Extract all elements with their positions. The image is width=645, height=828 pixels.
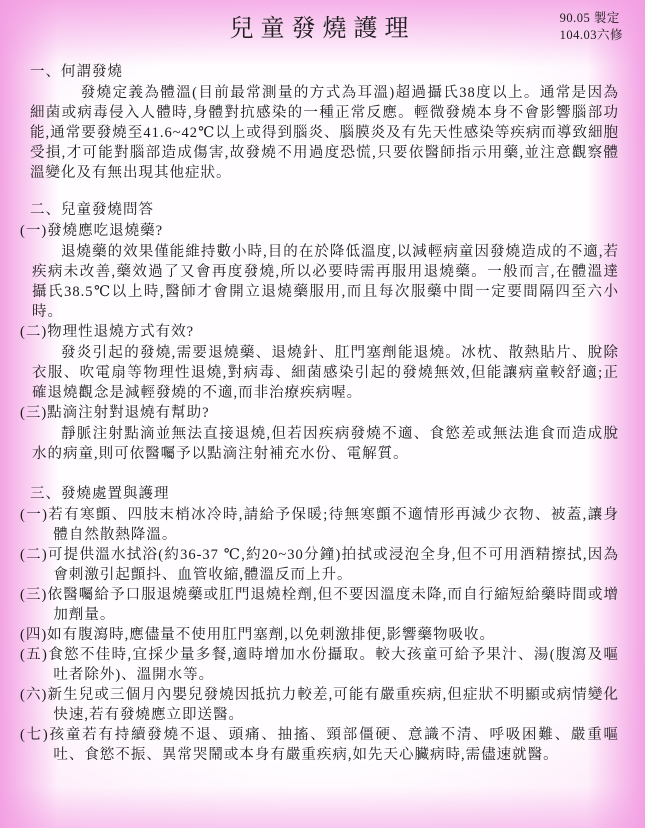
care-item-small-frequent-meals: (五)食慾不佳時,宜採少量多餐,適時增加水份攝取。較大孩童可給予果汁、湯(腹瀉及嘔吐者除外)、溫開水等。	[20, 647, 619, 683]
qa-block-physical-cooling	[20, 322, 619, 403]
qa-block-iv-drip	[20, 403, 619, 464]
page-header	[0, 0, 645, 60]
care-item-keep-warm: (一)若有寒顫、四肢末梢冰冷時,請給予保暖;待無寒顫不適情形再減少衣物、被蓋,讓身體自然散熱降溫。	[20, 507, 619, 543]
section-what-is-fever	[30, 62, 619, 183]
revision-info	[560, 10, 623, 44]
page-title: 兒童發燒護理	[229, 16, 416, 42]
fever-definition-paragraph: 發燒定義為體溫(目前最常測量的方式為耳溫)超過攝氏38度以上。通常是因為細菌或病毒侵入人體時,身體對抗感染的一種正常反應。輕微發燒本身不會影響腦部功能,通常要發燒至41.6~42℃以上或得到腦炎、腦膜炎及有先天性感染等疾病而導致細胞受損,才可能對腦部造成傷害,故發燒不用過度恐慌,只要依醫師指示用藥,並注意觀察體溫變化及有無出現其他症狀。	[30, 85, 619, 181]
qa-answer: 靜脈注射點滴並無法直接退燒,但若因疾病發燒不適、食慾差或無法進食而造成脫水的病童,則可依醫囑予以點滴注射補充水份、電解質。	[32, 426, 619, 462]
care-item-newborn-see-doctor: (六)新生兒或三個月內嬰兒發燒因抵抗力較差,可能有嚴重疾病,但症狀不明顯或病情變化快速,若有發燒應立即送醫。	[20, 687, 619, 723]
revision-created: 90.05 製定	[559, 11, 620, 25]
qa-block-antipyretic-medicine	[20, 221, 619, 322]
document-body	[0, 60, 645, 765]
qa-answer: 退燒藥的效果僅能維持數小時,目的在於降低溫度,以減輕病童因發燒造成的不適,若疾病未改善,藥效過了又會再度發燒,所以必要時需再服用退燒藥。一般而言,在體溫達攝氏38.5℃以上時,醫師才會開立退燒藥服用,而且每次服藥中間一定要間隔四至六小時。	[32, 244, 619, 320]
care-item-follow-prescription: (三)依醫囑給予口服退燒藥或肛門退燒栓劑,但不要因溫度未降,而自行縮短給藥時間或增加劑量。	[20, 587, 619, 623]
care-item-avoid-suppository-diarrhea: (四)如有腹瀉時,應儘量不使用肛門塞劑,以免刺激排便,影響藥物吸收。	[20, 627, 496, 643]
section-heading-what-is-fever: 一、何謂發燒	[30, 64, 123, 80]
section-fever-care	[20, 484, 619, 765]
section-heading-fever-care: 三、發燒處置與護理	[30, 486, 170, 502]
revision-revised: 104.03六修	[559, 28, 623, 42]
qa-answer: 發炎引起的發燒,需要退燒藥、退燒針、肛門塞劑能退燒。冰枕、散熱貼片、脫除衣服、吹電扇等物理性退燒,對病毒、細菌感染引起的發燒無效,但能讓病童較舒適;正確退燒觀念是減輕發燒的不適,而非治療疾病喔。	[32, 345, 619, 401]
section-heading-fever-qa: 二、兒童發燒問答	[30, 202, 154, 218]
care-item-danger-signs: (七)孩童若有持續發燒不退、頭痛、抽搐、頸部僵硬、意識不清、呼吸困難、嚴重嘔吐、食慾不振、異常哭鬧或本身有嚴重疾病,如先天心臟病時,需儘速就醫。	[20, 727, 619, 763]
care-item-warm-sponge-bath: (二)可提供溫水拭浴(約36-37 ℃,約20~30分鐘)拍拭或浸泡全身,但不可用酒精擦拭,因為會刺激引起顫抖、血管收縮,體溫反而上升。	[20, 547, 619, 583]
qa-question: (二)物理性退燒方式有效?	[20, 324, 195, 340]
section-fever-qa	[20, 200, 619, 464]
qa-question: (一)發燒應吃退燒藥?	[20, 223, 164, 239]
qa-question: (三)點滴注射對退燒有幫助?	[20, 405, 210, 421]
